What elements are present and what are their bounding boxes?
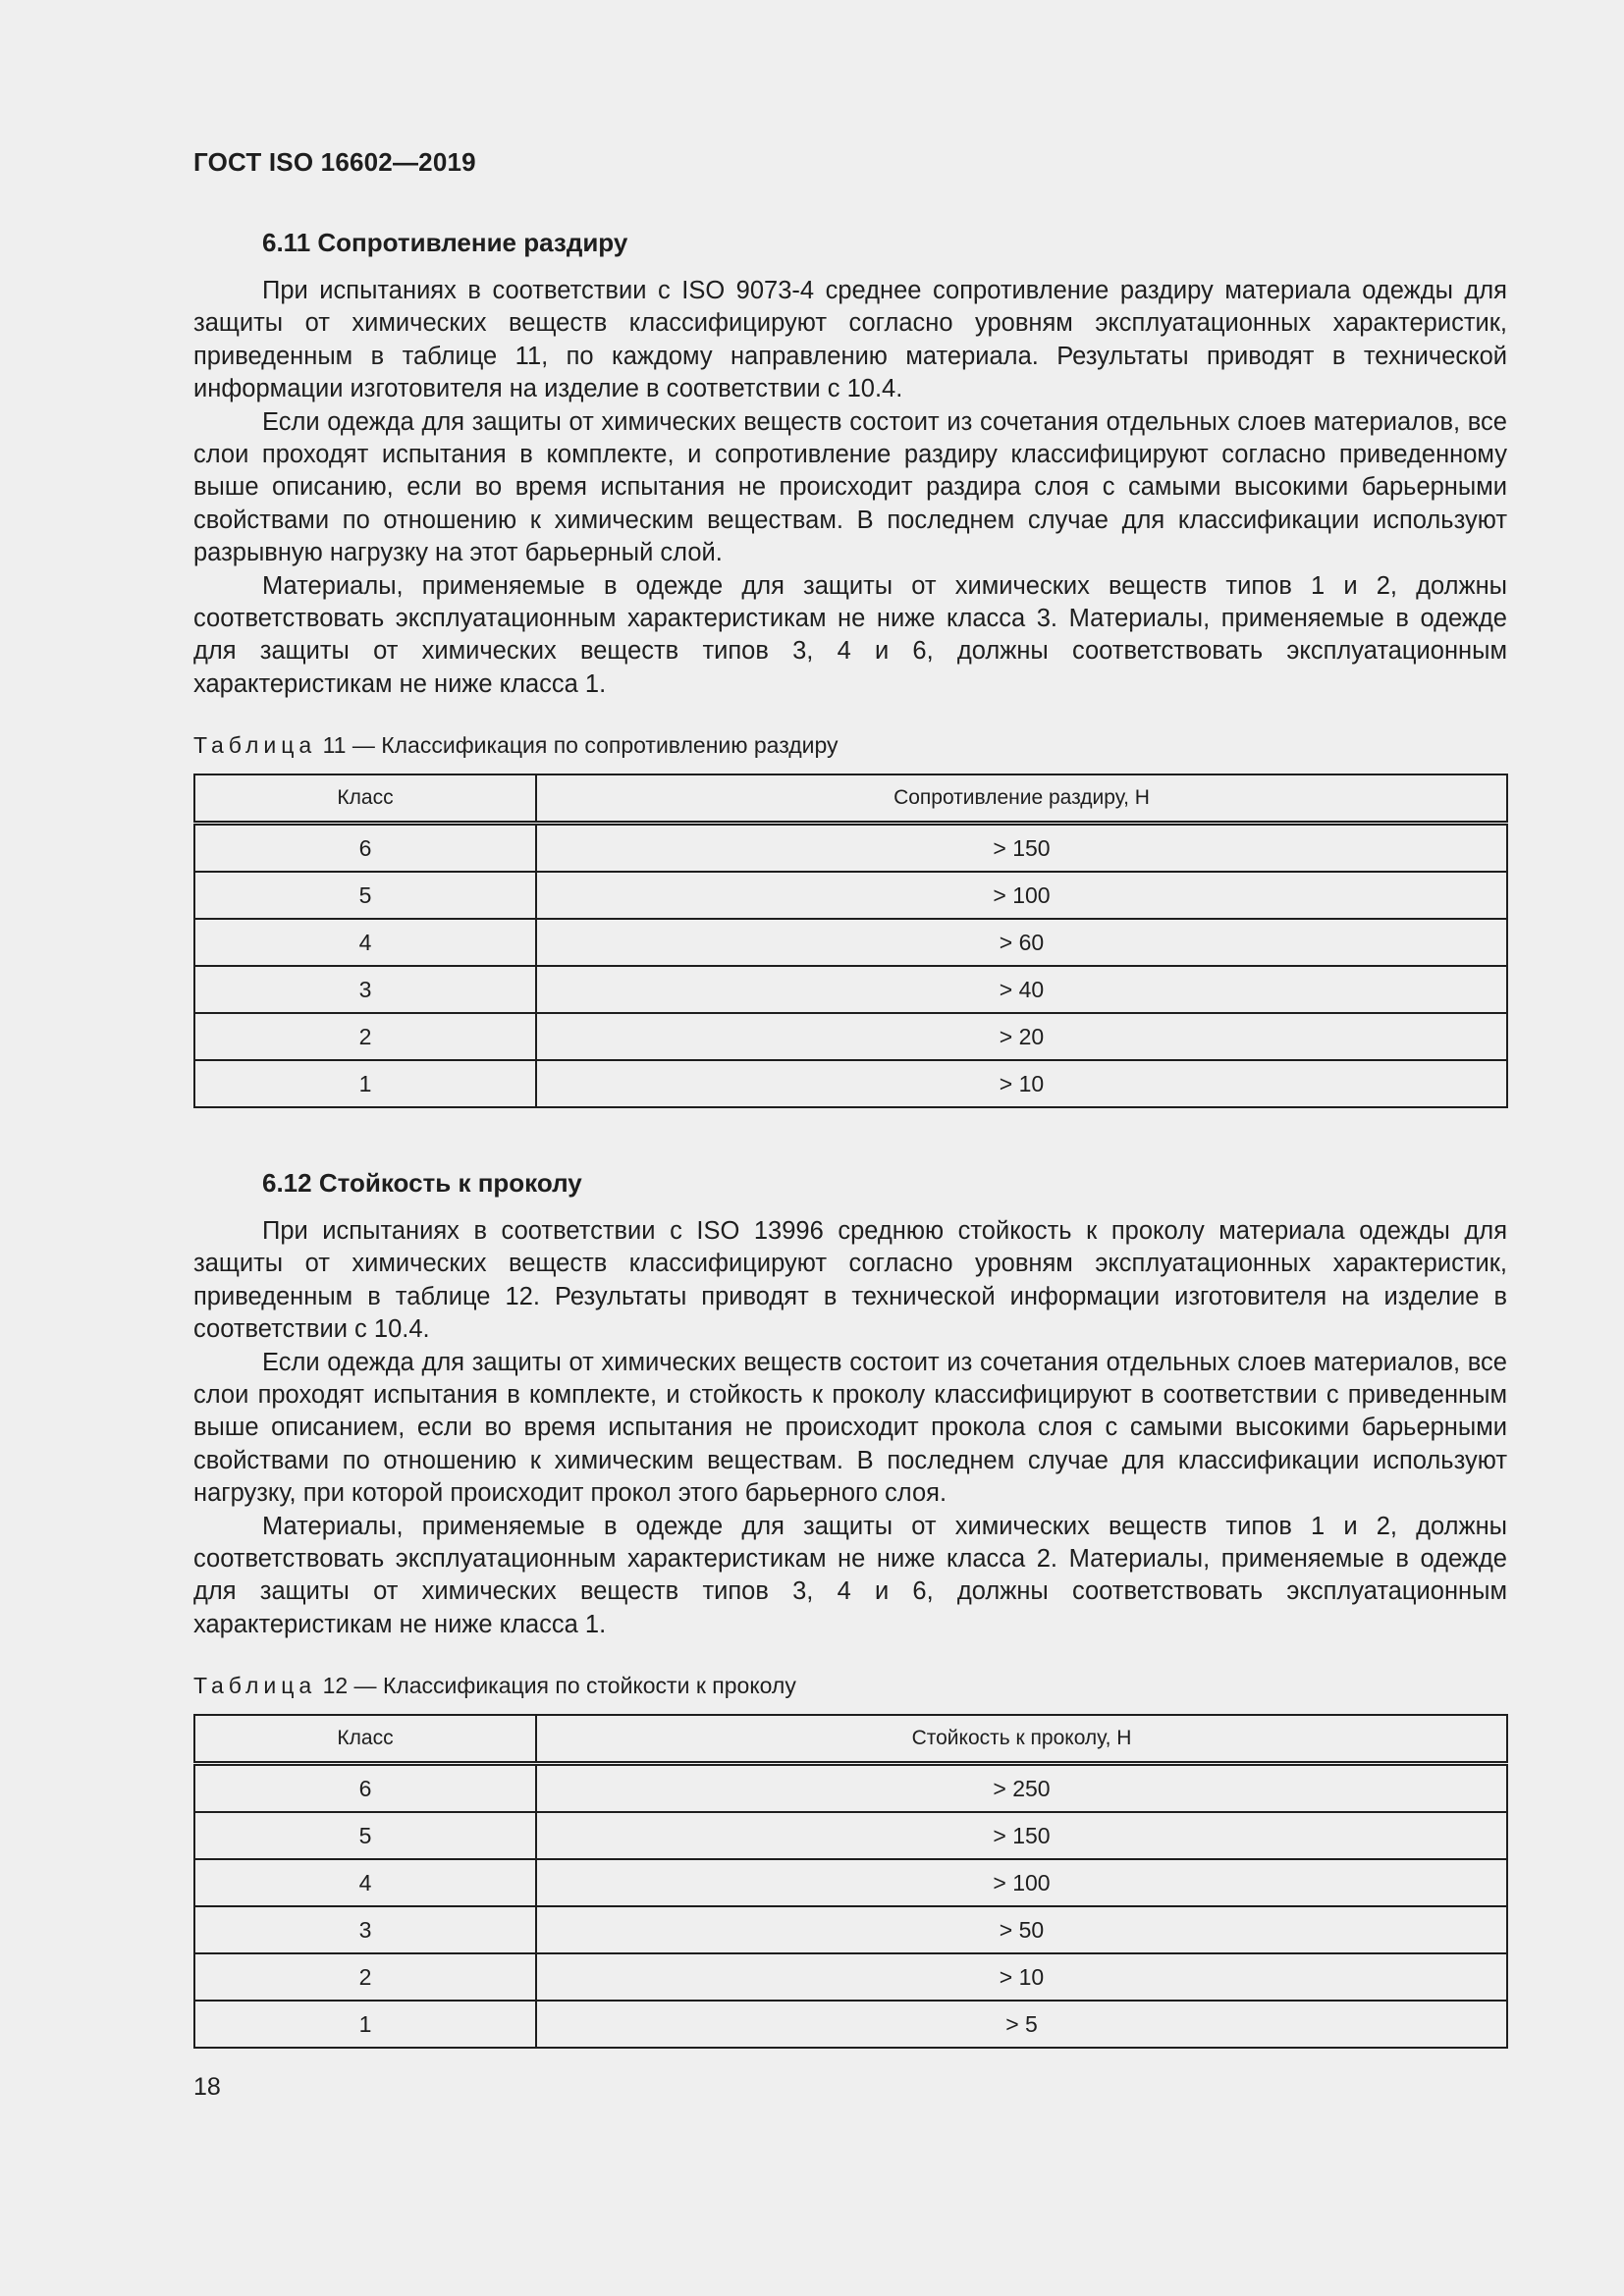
- table-row: [194, 824, 1507, 873]
- paragraph: При испытаниях в соответствии с ISO 13996 среднюю стойкость к проколу материала одежды для защиты от химических веществ классифицируют согласно уровням эксплуатационных характеристик, приведенным в таблице 12. Результаты приводят в технической информации изготовителя на изделие в соответствии с 10.4.: [193, 1217, 1507, 1344]
- value-cell: > 5: [536, 2001, 1507, 2048]
- table-row: [194, 1953, 1507, 2001]
- table-row: [194, 1859, 1507, 1906]
- column-header-value: Стойкость к проколу, Н: [536, 1715, 1507, 1764]
- paragraph: Материалы, применяемые в одежде для защиты от химических веществ типов 1 и 2, должны соответствовать эксплуатационным характеристикам не ниже класса 2. Материалы, применяемые в одежде для защиты от химических веществ типов 3, 4 и 6, должны соответствовать эксплуатационным характеристикам не ниже класса 1.: [193, 1512, 1507, 1638]
- section-6-12-body: [193, 1215, 1507, 1641]
- value-cell: > 150: [536, 1812, 1507, 1859]
- value-cell: > 60: [536, 919, 1507, 966]
- value-cell: > 100: [536, 1859, 1507, 1906]
- table-12-caption: [193, 1673, 796, 1699]
- value-cell: > 50: [536, 1906, 1507, 1953]
- paragraph: При испытаниях в соответствии с ISO 9073-4 среднее сопротивление раздиру материала одежды для защиты от химических веществ классифицируют согласно уровням эксплуатационных характеристик, приведенным в таблице 11, по каждому направлению материала. Результаты приводят в технической информации изготовителя на изделие в соответствии с 10.4.: [193, 277, 1507, 403]
- class-cell: 5: [194, 1812, 536, 1859]
- class-cell: 6: [194, 824, 536, 873]
- paragraph: Если одежда для защиты от химических веществ состоит из сочетания отдельных слоев материалов, все слои проходят испытания в комплекте, и стойкость к проколу классифицируют в соответствии с приведенным выше описанием, если во время испытания не происходит прокола слоя с самыми высокими барьерными свойствами по отношению к химическим веществам. В последнем случае для классификации используют нагрузку, при которой происходит прокол этого барьерного слоя.: [193, 1348, 1507, 1508]
- class-cell: 3: [194, 966, 536, 1013]
- table-header-row: [194, 774, 1507, 824]
- table-row: [194, 1060, 1507, 1107]
- class-cell: 4: [194, 1859, 536, 1906]
- section-6-11-body: [193, 275, 1507, 701]
- value-cell: > 20: [536, 1013, 1507, 1060]
- class-cell: 6: [194, 1764, 536, 1813]
- paragraph: Если одежда для защиты от химических веществ состоит из сочетания отдельных слоев материалов, все слои проходят испытания в комплекте, и сопротивление раздиру классифицируют согласно приведенному выше описанию, если во время испытания не происходит раздира слоя с самыми высокими барьерными свойствами по отношению к химическим веществам. В последнем случае для классификации используют разрывную нагрузку на этот барьерный слой.: [193, 407, 1507, 567]
- table-row: [194, 1764, 1507, 1813]
- table-header-row: [194, 1715, 1507, 1764]
- column-header-class: Класс: [194, 1715, 536, 1764]
- table-row: [194, 966, 1507, 1013]
- section-title-6-11: 6.11 Сопротивление раздиру: [262, 228, 628, 257]
- class-cell: 2: [194, 1013, 536, 1060]
- table-row: [194, 1812, 1507, 1859]
- table-caption-text: 12 — Классификация по стойкости к проколу: [316, 1673, 796, 1698]
- class-cell: 3: [194, 1906, 536, 1953]
- table-caption-prefix: Таблица: [193, 1673, 317, 1698]
- value-cell: > 10: [536, 1953, 1507, 2001]
- class-cell: 1: [194, 2001, 536, 2048]
- document-id: ГОСТ ISO 16602—2019: [193, 147, 476, 177]
- table-11-caption: [193, 732, 839, 759]
- table-row: [194, 2001, 1507, 2048]
- value-cell: > 150: [536, 824, 1507, 873]
- value-cell: > 100: [536, 872, 1507, 919]
- section-title-6-12: 6.12 Стойкость к проколу: [262, 1168, 582, 1198]
- class-cell: 2: [194, 1953, 536, 2001]
- table-row: [194, 872, 1507, 919]
- value-cell: > 10: [536, 1060, 1507, 1107]
- column-header-value: Сопротивление раздиру, Н: [536, 774, 1507, 824]
- class-cell: 4: [194, 919, 536, 966]
- paragraph: Материалы, применяемые в одежде для защиты от химических веществ типов 1 и 2, должны соответствовать эксплуатационным характеристикам не ниже класса 3. Материалы, применяемые в одежде для защиты от химических веществ типов 3, 4 и 6, должны соответствовать эксплуатационным характеристикам не ниже класса 1.: [193, 571, 1507, 698]
- table-row: [194, 1013, 1507, 1060]
- table-12: [193, 1714, 1508, 2049]
- table-caption-text: 11 — Классификация по сопротивлению раздиру: [316, 732, 839, 758]
- class-cell: 5: [194, 872, 536, 919]
- table-row: [194, 1906, 1507, 1953]
- table-caption-prefix: Таблица: [193, 732, 317, 758]
- value-cell: > 40: [536, 966, 1507, 1013]
- value-cell: > 250: [536, 1764, 1507, 1813]
- page-number: 18: [193, 2073, 221, 2101]
- class-cell: 1: [194, 1060, 536, 1107]
- table-row: [194, 919, 1507, 966]
- table-11: [193, 774, 1508, 1108]
- column-header-class: Класс: [194, 774, 536, 824]
